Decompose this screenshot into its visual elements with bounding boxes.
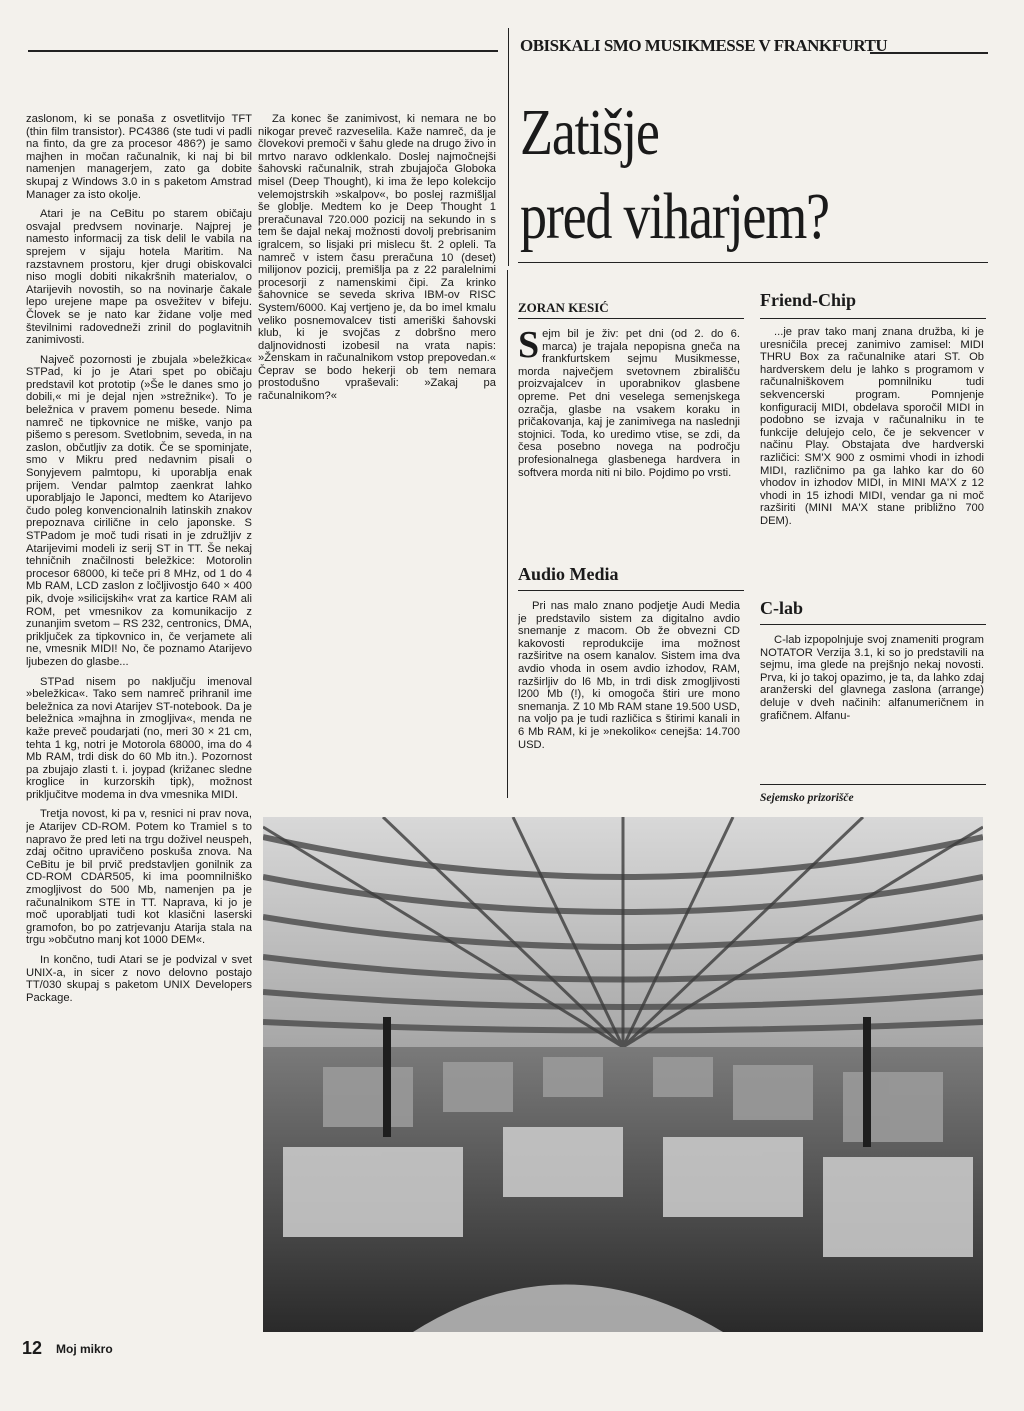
trade-fair-hall-illustration xyxy=(263,817,983,1332)
intro-block xyxy=(518,328,740,550)
top-rule-left xyxy=(28,50,498,52)
magazine-name: Moj mikro xyxy=(56,1342,113,1356)
top-rule-right xyxy=(870,52,988,54)
left-paragraph: Atari je na CeBitu po starem običaju osvajal predvsem novinarje. Najprej je namesto informacij za tisk delil le vabila na sprejem v sijaju hotela Maritim. Na razstavnem prostoru, kjer drugi obiskovalci niso mogli dobiti nikakršnih materialov, o Atarijevih novostih, so na novinarje čakale lepo urejene mape pa osvežitev v bifeju. Človek se je nato kar židane volje med številnimi radovedneži zrinil do poglavitnih zanimivosti. xyxy=(26,208,252,347)
left-column xyxy=(26,113,252,1333)
middle-column xyxy=(258,113,496,533)
byline-rule xyxy=(518,318,744,319)
byline: ZORAN KESIĆ xyxy=(518,300,609,315)
intro-text: ejm bil je živ: pet dni (od 2. do 6. marca) je trajala nepopisna gneča na frankfurtskem sejmu Musikmesse, morda največjem svetovnem zbirališču proizvajalcev in uporabnikov glasbene opreme. Pet dni veselega semenjskega ozračja, glasbe na vsakem koraku in pričakovanja, kaj je zanimivega na naslednji stojnici. Toda, ko uredimo vtise, se zdi, da česa posebno novega na področju profesionalnega glasbenega hardvera in softvera morda niti ni bilo. Pojdimo po vrsti. xyxy=(518,328,740,479)
c-lab-text xyxy=(760,634,984,764)
drop-cap: S xyxy=(518,328,540,366)
left-paragraph: STPad nisem po naključju imenoval »beležkica«. Tako sem namreč prihranil ime beležnica za novi Atarijev ST-notebook. Da je beležnica »majhna in zmogljiva«, menda ne kaže preveč poudarjati (no, meri 30 × 21 cm, tehta 1 kg, notri je Motorola 68000, ima do 4 Mb RAM, trdi disk do 60 Mb itn.). Pozornost pa zbujajo zlasti t. i. joypad (križanec sledne kroglice in kurzorskih tipk), možnost priključitve modema in dva vmesnika MIDI. xyxy=(26,675,252,801)
headline-line-2: pred viharjem? xyxy=(520,180,829,253)
column-divider-top xyxy=(508,28,509,266)
caption-rule xyxy=(760,784,986,785)
headline-line-1: Zatišje xyxy=(520,96,659,169)
c-lab-paragraph: C-lab izpopolnjuje svoj znameniti program NOTATOR Verzija 3.1, ki so jo predstavili na sejmu, ima glede na prejšnjo nekaj novosti. Prva, ki jo takoj opazimo, je ta, da lahko zdaj aranžerski del glavnega zaslona (arrange) deluje v dveh načinih: alfanumeričnem in grafičnem. Alfanu- xyxy=(760,634,984,722)
friend-chip-rule xyxy=(760,318,986,319)
page-number: 12 xyxy=(22,1338,43,1358)
column-divider-middle xyxy=(507,270,508,798)
left-paragraph: In končno, tudi Atari se je podvizal v svet UNIX-a, in sicer z novo delovno postajo TT/030 skupaj s paketom UNIX Developers Package. xyxy=(26,954,252,1004)
middle-paragraph: Za konec še zanimivost, ki nemara ne bo nikogar preveč razveselila. Kaže namreč, da je človekovi premoči v šahu glede na drugo živo in mrtvo naravo odklenkalo. Doslej najmočnejši šahovski računalnik, strah zbujajoča Globoka misel (Deep Thought), ki ima že lepo kolekcijo velemojstrskih »skalpov«, bo poslej razmišljal še globlje. Medtem ko je Deep Thought 1 preračunaval 720.000 pozicij na sekundo in s tem še dajal nekaj možnosti dovolj prebrisanim igralcem, so lisjaki pri mislecu št. 2 opleli. Ta namreč v istem času preračuna 10 (deset) milijonov pozicij, premišlja pa z 22 paralelnimi procesorji z namenskimi čipi. Za krinko šahovnice se seveda skriva IBM-ov RISC System/6000. Kaj vertjeno je, da bo imel kmalu veliko posnemovalcev tisti ameriški šahovski klub, ki je svojčas z dobršno mero daljnovidnosti izobesil na vrata napis: »Ženskam in računalnikom vstop prepovedan.« Čeprav se bodo hekerji ob tem nemara prostodušno vpraševali: »Zakaj pa računalnikom?« xyxy=(258,113,496,403)
photo-caption: Sejemsko prizorišče xyxy=(760,792,854,804)
c-lab-rule xyxy=(760,624,986,625)
trade-fair-hall-photo xyxy=(263,817,983,1332)
friend-chip-text xyxy=(760,326,984,588)
c-lab-heading: C-lab xyxy=(760,598,804,618)
audio-media-rule xyxy=(518,590,744,591)
friend-chip-paragraph: ...je prav tako manj znana družba, ki je uresničila precej zanimivo zamisel: MIDI THRU Box za računalnike atari ST. Ob hardverskem delu je lahko s programom v računalniškovem pomnilniku tudi sekvencerski program. Pomnjenje konfiguracij MIDI, obdelava sporočil MIDI in podobno se izvaja v računalniku in te funkcije delujejo celo, če je sekvencer v načinu Play. Obstajata dve hardverski različici: SM'X 900 z osmimi vhodi in izhodi MIDI, različnimo pa ga lahko kar do 60 vhodov in izhodov MIDI, in MINI MA'X z 12 vhodi in 15 izhodi MIDI, vendar ga ni moč razširiti (MINI MA'X stane približno 700 DEM). xyxy=(760,326,984,527)
audio-media-heading: Audio Media xyxy=(518,564,619,584)
audio-media-paragraph: Pri nas malo znano podjetje Audi Media je predstavilo sistem za digitalno avdio snemanje z macom. Ob že obvezni CD kakovosti reprodukcije ima možnost razširitve na osem kanalov. Sistem ima dva avdio vhoda in osem avdio izhodov, RAM, razširljiv do l6 Mb, in trdi disk zmogljivosti l200 Mb (!), ki omogoča štiri ure mono snemanja. Z 10 Mb RAM stane 19.500 USD, na voljo pa je tudi različica s štirimi kanali in 6 Mb RAM, ki je »nekoliko« cenejša: 14.700 USD. xyxy=(518,600,740,751)
section-kicker: OBISKALI SMO MUSIKMESSE V FRANKFURTU xyxy=(520,36,888,55)
headline-bottom-rule xyxy=(518,262,988,263)
left-paragraph: Tretja novost, ki pa v, resnici ni prav nova, je Atarijev CD-ROM. Potem ko Tramiel s to napravo že pred leti na trgu doživel neuspeh, zdaj očitno upravičeno poskuša znova. Na CeBitu je bil prvič predstavljen gonilnik za CD-ROM CDAR505, ki ima poomnilniško zmogljivost do 500 Mb, namenjen pa je računalnikom STE in TT. Naprava, ki jo je moč uporabljati tudi kot klasični laserski gramofon, bo po zatrjevanju Atarija stala na trgu »občutno manj kot 1000 DEM«. xyxy=(26,808,252,947)
audio-media-text xyxy=(518,600,740,800)
friend-chip-heading: Friend-Chip xyxy=(760,290,857,310)
left-paragraph: Največ pozornosti je zbujala »beležkica« STPad, ki jo je Atari spet po običaju predstavil kot prototip (»Še le danes smo jo dobili,« mi je dejal njen »strežnik«). To je beležnica v pravem pomenu besede. Nima namreč ne tipkovnice ne miške, vanjo pa pišemo s peresom. Svetlobnim, seveda, in na zaslon, občutljiv za dotik. Če se spominjate, smo v Mikru pred nedavnim pisali o Sonyjevem palmtopu, ki uporablja enak prijem. Vendar palmtop zaenkrat lahko uporabljajo le Japonci, medtem ko Atarijevo čudo poleg konvencionalnih latinskih znakov prepoznava cirilične in celo japonske. S STPadom je moč tudi risati in je združljiv z Atarijevimi modeli iz serij ST in TT. Še nekaj tehničnih značilnosti beležkice: Motorolin procesor 68000, ki teče pri 8 MHz, od 1 do 4 Mb RAM, LCD zaslon z ločljivostjo 640 × 400 pik, dvoje »silicijskih« vrat za kartice RAM ali ROM, pet vmesnikov za komunikacijo z zunanjim svetom – RS 232, centronics, DMA, priključek za tipkovnico in, če verjamete ali ne, vmesnik MIDI! No, če poznamo Atarijevo ljubezen do glasbe... xyxy=(26,353,252,668)
left-paragraph: zaslonom, ki se ponaša z osvetlitvijo TFT (thin film transistor). PC4386 (ste tudi vi padli na finto, da gre za procesor 486?) je samo majhen in močan računalnik, ki naj bi bil namenjen managerjem, zato ga dobite skupaj z Windows 3.0 in s paketom Amstrad Manager za isto okolje. xyxy=(26,113,252,201)
